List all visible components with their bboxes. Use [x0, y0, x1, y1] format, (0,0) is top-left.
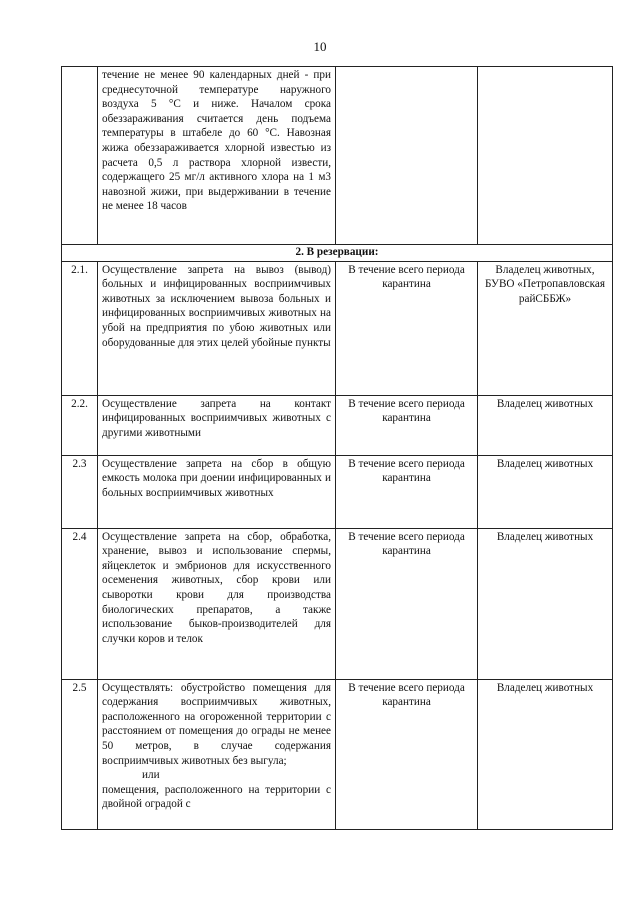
row-description-part2: помещения, расположенного на территории с двойной оградой с: [102, 783, 331, 811]
row-responsible: Владелец животных: [478, 395, 613, 455]
table-row: [62, 528, 613, 679]
or-word: или: [142, 769, 160, 782]
row-number: 2.4: [62, 528, 98, 679]
row-number: 2.1.: [62, 261, 98, 395]
row-description: Осуществление запрета на сбор в общую емкость молока при доении инфицированных и больных восприимчивых животных: [98, 455, 336, 528]
row-responsible: Владелец животных, БУВО «Петропавловская райСББЖ»: [478, 261, 613, 395]
row-description: Осуществление запрета на сбор, обработка, хранение, вывоз и использование спермы, яйцеклеток и эмбрионов для искусственного осеменения животных, сбор крови или сыворотки крови для производства биологических препаратов, а также использование быков-производителей для случки коров и телок: [98, 528, 336, 679]
table-row: [62, 67, 613, 245]
table-row: [62, 395, 613, 455]
row-description: течение не менее 90 календарных дней - при среднесуточной температуре наружного воздуха 5 °С и ниже. Началом срока обеззараживания считается день подъема температуры в штабеле до 60 °С. Навозная жижа обеззараживается хлорной известью из расчета 0,5 л раствора хлорной извести, содержащего 25 мг/л активного хлора на 1 м3 навозной жижи, при выдерживании в течение не менее 18 часов: [98, 67, 336, 245]
row-responsible: Владелец животных: [478, 528, 613, 679]
row-period: В течение всего периода карантина: [336, 261, 478, 395]
row-description: [98, 679, 336, 829]
row-number: 2.2.: [62, 395, 98, 455]
row-responsible: Владелец животных: [478, 679, 613, 829]
row-number: [62, 67, 98, 245]
section-title: 2. В резервации:: [62, 245, 613, 262]
table-row: [62, 261, 613, 395]
row-period: В течение всего периода карантина: [336, 528, 478, 679]
row-responsible: Владелец животных: [478, 455, 613, 528]
row-number: 2.3: [62, 455, 98, 528]
row-description: Осуществление запрета на контакт инфицированных восприимчивых животных с другими животными: [98, 395, 336, 455]
row-period: В течение всего периода карантина: [336, 395, 478, 455]
row-period: В течение всего периода карантина: [336, 679, 478, 829]
row-number: 2.5: [62, 679, 98, 829]
row-description: Осуществление запрета на вывоз (вывод) больных и инфицированных восприимчивых животных за исключением вывоза больных и инфицированных восприимчивых животных на убой на предприятия по убою животных или оборудованные для этих целей убойные пункты: [98, 261, 336, 395]
measures-table: [61, 66, 613, 830]
row-period: [336, 67, 478, 245]
section-header-row: [62, 245, 613, 262]
row-responsible: [478, 67, 613, 245]
row-period: В течение всего периода карантина: [336, 455, 478, 528]
table-row: [62, 455, 613, 528]
table-row: [62, 679, 613, 829]
row-description-part1: Осуществлять: обустройство помещения для содержания восприимчивых животных, расположенного на огороженной территории с расстоянием от помещения до ограды не менее 50 метров, в случае содержания восприимчивых животных без выгула;: [102, 681, 331, 767]
page-number: 10: [313, 39, 327, 54]
